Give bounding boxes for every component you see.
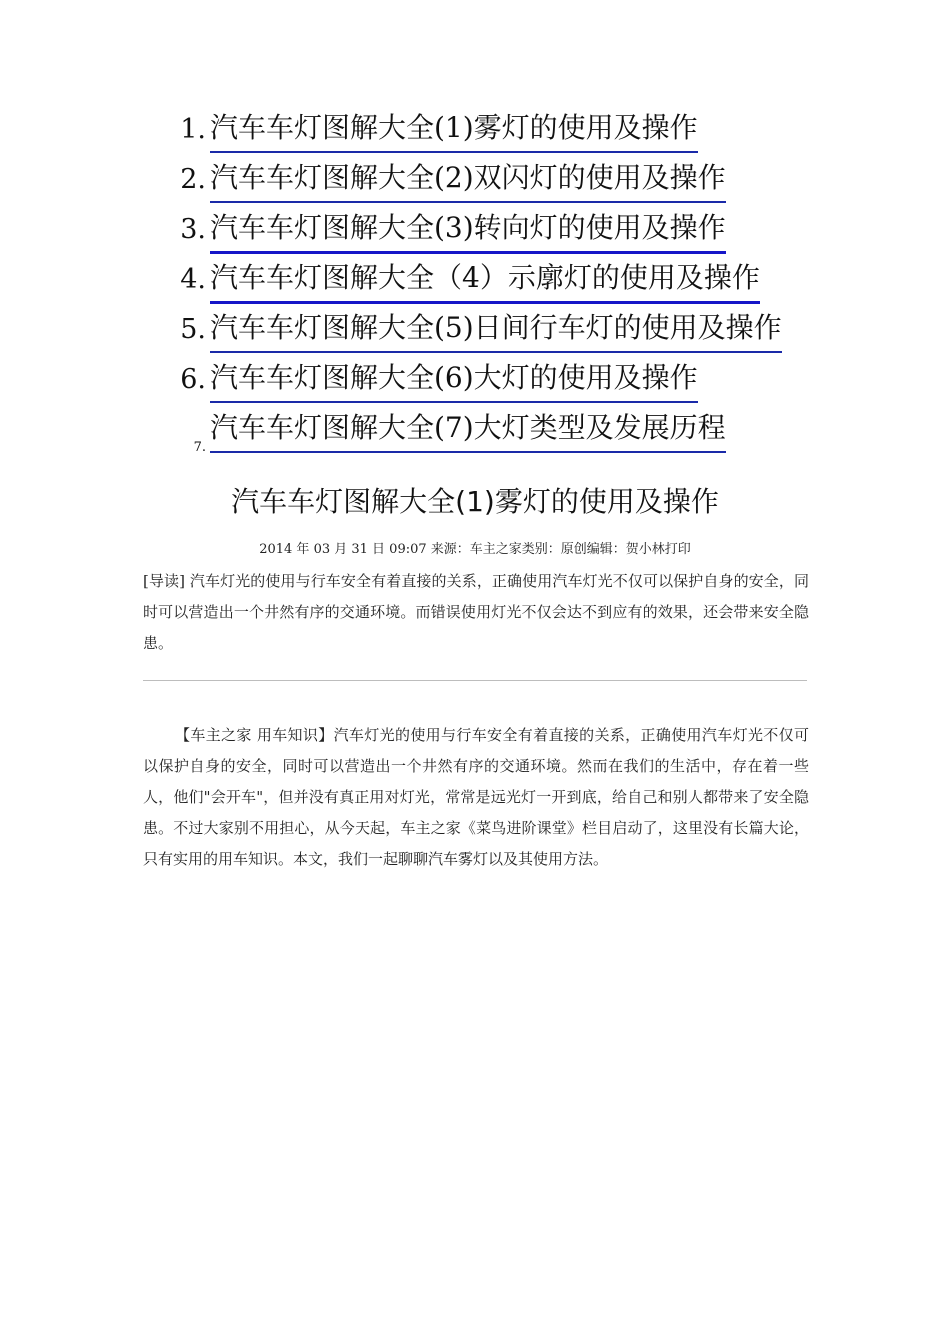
toc-item-2: [0, 155, 950, 205]
toc-number: 7.: [193, 440, 206, 455]
toc-link-hazard-lights[interactable]: 汽车车灯图解大全(2)双闪灯的使用及操作: [210, 155, 726, 203]
toc-item-7: [0, 405, 950, 455]
toc-number: 5.: [180, 314, 206, 345]
article-lead: [导读] 汽车灯光的使用与行车安全有着直接的关系，正确使用汽车灯光不仅可以保护自身的安全，同时可以营造出一个井然有序的交通环境。而错误使用灯光不仅会达不到应有的效果，还会带来安全隐患。: [143, 572, 809, 652]
toc-number: 1.: [180, 114, 206, 145]
divider: [143, 680, 807, 681]
toc-link-fog-lights[interactable]: 汽车车灯图解大全(1)雾灯的使用及操作: [210, 105, 698, 153]
article-title: 汽车车灯图解大全(1)雾灯的使用及操作: [231, 485, 719, 518]
toc-link-position-lights[interactable]: 汽车车灯图解大全（4）示廓灯的使用及操作: [210, 255, 760, 304]
toc-link-headlights[interactable]: 汽车车灯图解大全(6)大灯的使用及操作: [210, 355, 698, 403]
toc-item-3: [0, 205, 950, 255]
toc-number: 6.: [180, 364, 206, 395]
toc-item-4: [0, 255, 950, 305]
toc-number: 3.: [180, 214, 206, 245]
toc-link-daytime-running-lights[interactable]: 汽车车灯图解大全(5)日间行车灯的使用及操作: [210, 305, 782, 353]
toc-item-6: [0, 355, 950, 405]
toc-item-1: [0, 105, 950, 155]
toc-item-5: [0, 305, 950, 355]
article-body: 【车主之家 用车知识】汽车灯光的使用与行车安全有着直接的关系，正确使用汽车灯光不仅可以保护自身的安全，同时可以营造出一个井然有序的交通环境。然而在我们的生活中，存在着一些人，他们"会开车"，但并没有真正用对灯光，常常是远光灯一开到底，给自己和别人都带来了安全隐患。不过大家别不用担心，从今天起，车主之家《菜鸟进阶课堂》栏目启动了，这里没有长篇大论，只有实用的用车知识。本文，我们一起聊聊汽车雾灯以及其使用方法。: [143, 726, 809, 868]
article-meta: 2014 年 03 月 31 日 09:07 来源：车主之家类别：原创编辑：贺小林打印: [259, 542, 691, 557]
toc-number: 4.: [180, 264, 206, 295]
toc-number: 2.: [180, 164, 206, 195]
toc-link-turn-signals[interactable]: 汽车车灯图解大全(3)转向灯的使用及操作: [210, 205, 726, 254]
toc-link-headlight-types[interactable]: 汽车车灯图解大全(7)大灯类型及发展历程: [210, 405, 726, 453]
